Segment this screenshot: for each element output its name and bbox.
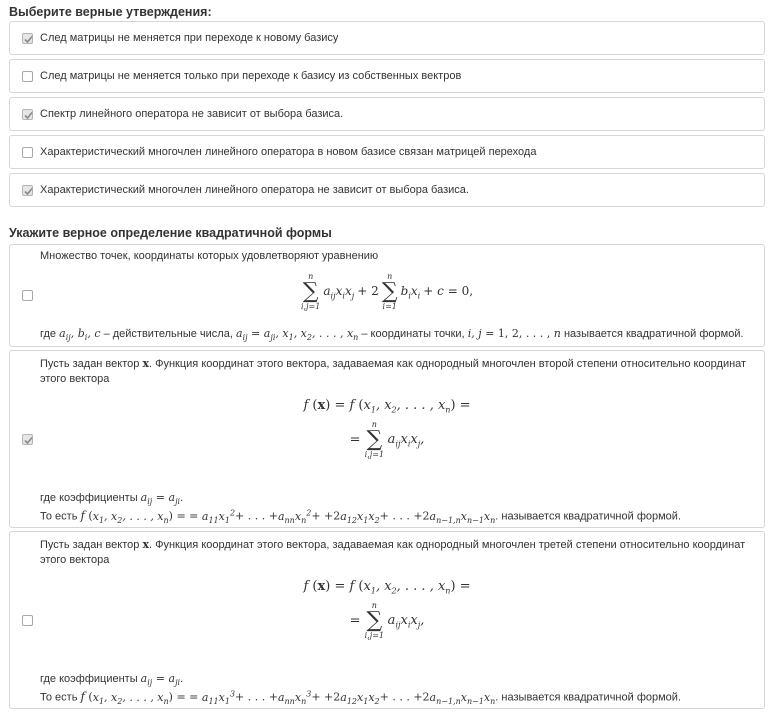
check-icon (23, 34, 34, 45)
q2-option-3-formula-line-1: f (x) = f ($x_1$, $x_2$, . . . , $x_n$) = (303, 579, 471, 596)
check-icon (23, 110, 34, 121)
q2-option-1[interactable] (9, 244, 765, 347)
check-icon (23, 186, 34, 197)
then-suffix: называется квадратичной формой. (501, 691, 681, 704)
intro-a: Пусть задан вектор (40, 358, 140, 370)
then-suffix: называется квадратичной формой. (501, 510, 681, 523)
then-prefix: То есть (40, 691, 78, 704)
q1-option-5-label: Характеристический многочлен линейного оператора не зависит от выбора базиса. (40, 184, 469, 196)
q2-option-3-then: То есть f ($x_1$, $x_2$, . . . , $x_n$) = = $a_{11}x_1^3+$ . . . $+a_{nn}x_n^3+ +2a_{12}x_1x_2+$ . . . $+2a_{n-1,n}x_{n-1}x_n$. называется квадратичной формой. (40, 689, 681, 706)
coef-prefix: где коэффициенты (40, 673, 138, 685)
q2-option-1-intro: Множество точек, координаты которых удовлетворяют уравнению (40, 250, 379, 262)
q2-option-3-coef: где коэффициенты $a_{ij} = a_{ji}$. (40, 672, 184, 688)
intro-a: Пусть задан вектор (40, 539, 140, 551)
q1-option-5-checkbox[interactable] (22, 185, 33, 196)
where-mid: – действительные числа, (103, 328, 233, 340)
question-2-title: Укажите верное определение квадратичной формы (9, 226, 332, 240)
q2-option-2[interactable] (9, 350, 765, 528)
q1-option-4[interactable] (9, 135, 765, 169)
where-coords: – координаты точки, (361, 328, 465, 340)
q1-option-3-checkbox[interactable] (22, 109, 33, 120)
q2-option-3-formula-line-2: = n ∑ i,j=1 $a_{ij}x_ix_j$, (349, 601, 425, 640)
q2-option-2-coef: где коэффициенты $a_{ij} = a_{ji}$. (40, 491, 184, 507)
q1-option-4-checkbox[interactable] (22, 147, 33, 158)
intro-b: . Функция координат этого вектора, задаваемая как однородный многочлен третей степени относительно координат этого вектора (40, 539, 746, 566)
q2-option-3[interactable] (9, 531, 765, 709)
q1-option-1-label: След матрицы не меняется при переходе к новому базису (40, 32, 339, 44)
q1-option-2[interactable] (9, 59, 765, 93)
q2-option-2-then: То есть f ($x_1$, $x_2$, . . . , $x_n$) = = $a_{11}x_1^2+$ . . . $+a_{nn}x_n^2+ +2a_{12}x_1x_2+$ . . . $+2a_{n-1,n}x_{n-1}x_n$. называется квадратичной формой. (40, 508, 681, 525)
q1-option-1-checkbox[interactable] (22, 33, 33, 44)
q1-option-4-label: Характеристический многочлен линейного оператора в новом базисе связан матрицей перехода (40, 146, 537, 158)
q1-option-2-checkbox[interactable] (22, 71, 33, 82)
q1-option-5[interactable] (9, 173, 765, 207)
q1-option-1[interactable] (9, 21, 765, 55)
question-1-title: Выберите верные утверждения: (9, 5, 212, 19)
intro-b: . Функция координат этого вектора, задаваемая как однородный многочлен второй степени относительно координат этого вектора (40, 358, 747, 385)
q1-option-3[interactable] (9, 97, 765, 131)
q2-option-2-formula-line-2: = n ∑ i,j=1 $a_{ij}x_ix_j$, (349, 420, 425, 459)
where-suffix: называется квадратичной формой. (563, 328, 744, 340)
q2-option-1-equation: n ∑ i,j=1 $a_{ij}x_ix_j + 2$ n ∑ i=1 $b_ix_i + c = 0$, (300, 272, 474, 311)
q2-option-3-intro: Пусть задан вектор x. Функция координат этого вектора, задаваемая как однородный многочлен третей степени относительно координат этого вектора (40, 538, 746, 566)
q2-option-2-formula-line-1: f (x) = f ($x_1$, $x_2$, . . . , $x_n$) = (303, 398, 471, 415)
q2-option-2-intro: Пусть задан вектор x. Функция координат этого вектора, задаваемая как однородный многочлен второй степени относительно координат этого вектора (40, 357, 747, 385)
q1-option-2-label: След матрицы не меняется только при переходе к базису из собственных вектров (40, 70, 462, 82)
q2-option-1-where: где $a_{ij}$, $b_i$, c – действительные числа, $a_{ij} = a_{ji}$, $x_1$, $x_2$, . . . , $x_n$ – координаты точки, i, j = 1, 2, . . . , n называется квадратичной формой. (40, 327, 744, 343)
then-prefix: То есть (40, 510, 78, 523)
where-prefix: где (40, 328, 57, 340)
coef-prefix: где коэффициенты (40, 492, 138, 504)
q1-option-3-label: Спектр линейного оператора не зависит от выбора базиса. (40, 108, 344, 120)
